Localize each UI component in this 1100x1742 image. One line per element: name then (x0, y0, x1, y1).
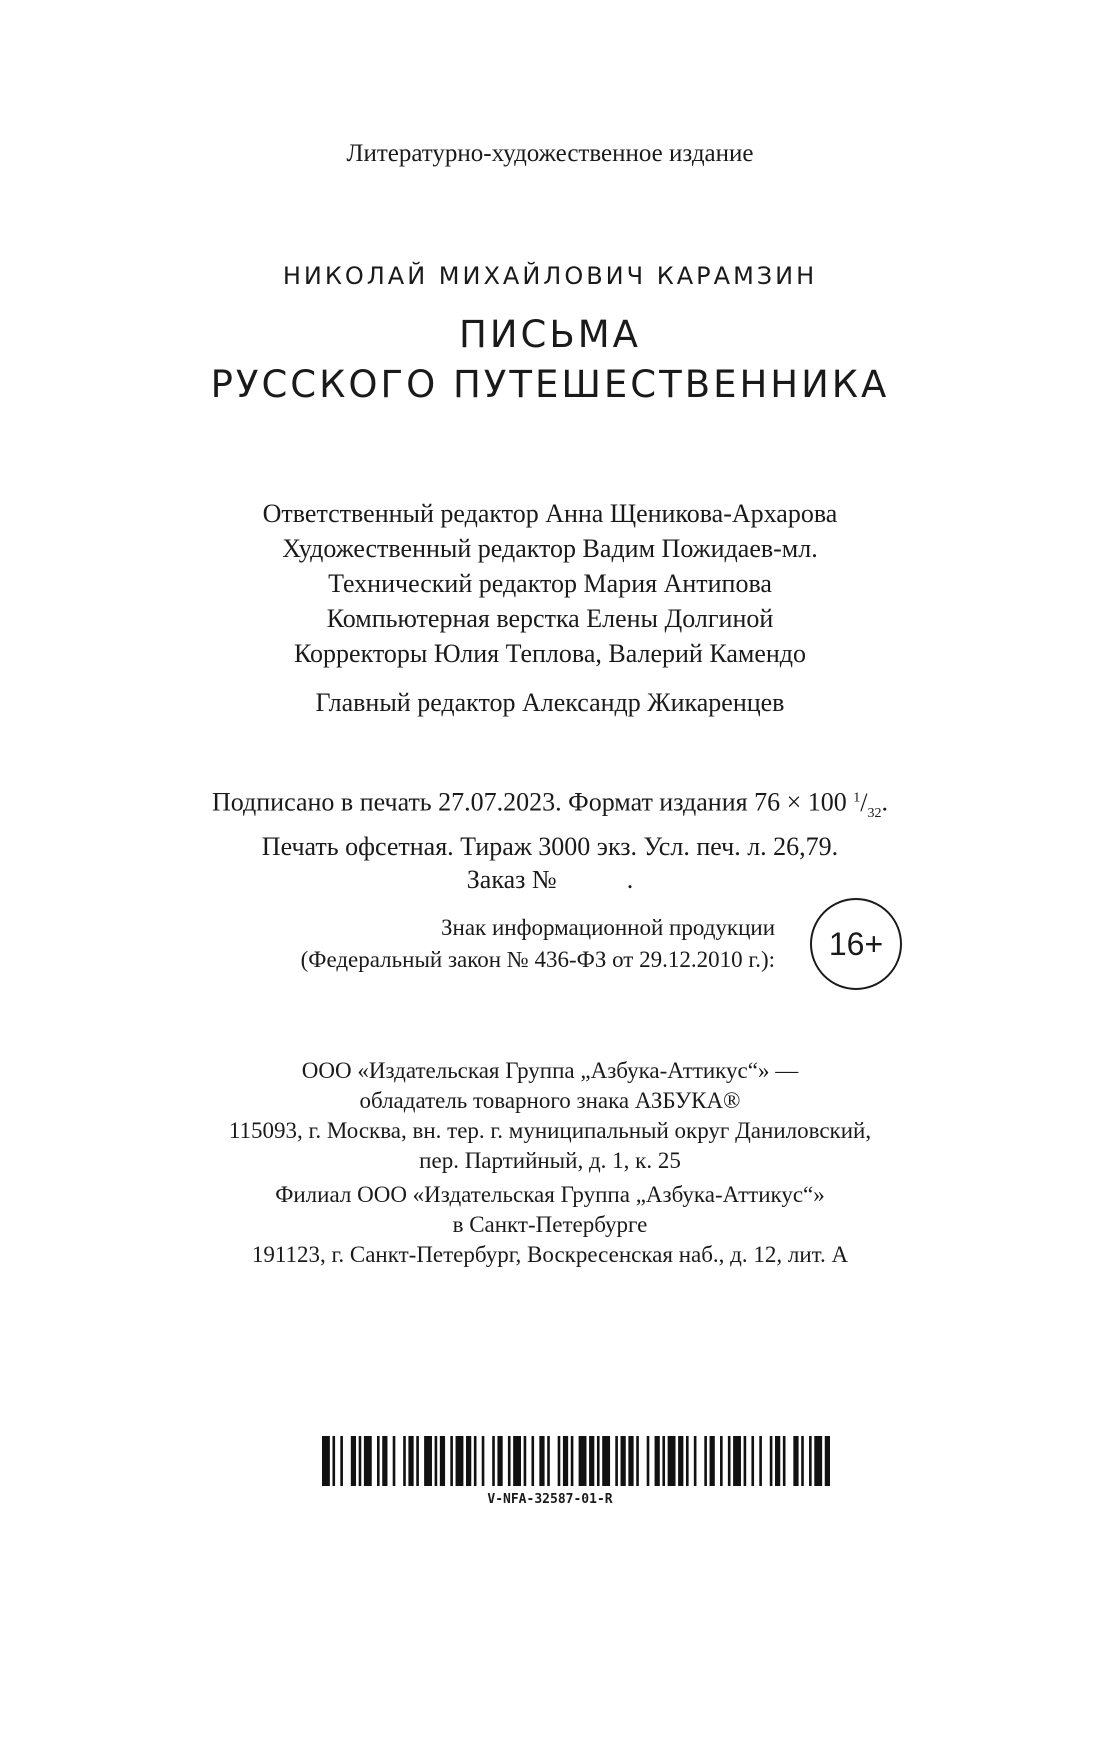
barcode-bar (482, 1436, 485, 1486)
barcode-bar (416, 1436, 419, 1486)
barcode-bar (602, 1436, 610, 1486)
barcode-bar (825, 1436, 830, 1486)
barcode-bar (662, 1436, 665, 1486)
barcode-bar (563, 1436, 568, 1486)
barcode-bar (686, 1436, 689, 1486)
title-line-2: РУССКОГО ПУТЕШЕСТВЕННИКА (210, 363, 890, 406)
print-info-line-1 (0, 781, 1100, 830)
publisher-line: 115093, г. Москва, вн. тер. г. муниципальный округ Даниловский, (228, 1118, 872, 1143)
age-label-line-2: (Федеральный закон № 436-ФЗ от 29.12.2010 г.): (300, 947, 775, 972)
publisher-line: ООО «Издательская Группа „Азбука-Аттикус“» — (301, 1058, 799, 1083)
barcode-bar (435, 1436, 438, 1486)
barcode-bar (571, 1436, 574, 1486)
format-fraction: $^1/_{32}$ (853, 787, 882, 821)
title-line-1: ПИСЬМА (459, 313, 641, 356)
barcode-bar (597, 1436, 600, 1486)
barcode-bar (720, 1436, 723, 1486)
publisher-line: пер. Партийный, д. 1, к. 25 (419, 1148, 681, 1173)
barcode-bar (539, 1436, 544, 1486)
format-end: . (881, 787, 888, 817)
order-end: . (626, 864, 634, 894)
barcode-bar (668, 1436, 676, 1486)
barcode-bar (492, 1436, 495, 1486)
credit-line: Технический редактор Мария Антипова (328, 569, 772, 598)
branch-line: Филиал ООО «Издательская Группа „Азбука-Аттикус“» (275, 1182, 825, 1207)
barcode-bar (524, 1436, 527, 1486)
barcode-code: V-NFA-32587-01-R (487, 1492, 613, 1507)
barcode-bar (340, 1436, 343, 1486)
barcode-icon (322, 1436, 830, 1486)
print-info (0, 781, 1100, 896)
barcode-bar (466, 1436, 471, 1486)
barcode-bar (759, 1436, 762, 1486)
credits-block (0, 496, 1100, 671)
barcode-bar (589, 1436, 594, 1486)
barcode-bar (775, 1436, 780, 1486)
barcode-bar (393, 1436, 396, 1486)
book-title (0, 310, 1100, 410)
barcode-bar (621, 1436, 626, 1486)
edition-type: Литературно-художественное издание (346, 140, 754, 167)
credit-line: Корректоры Юлия Теплова, Валерий Камендо (293, 639, 806, 668)
barcode-bar (615, 1436, 618, 1486)
barcode-bar (332, 1436, 335, 1486)
barcode-bar (558, 1436, 561, 1486)
barcode-bar (579, 1436, 587, 1486)
order-label: Заказ № (466, 864, 557, 894)
barcode-bar (801, 1436, 804, 1486)
barcode-bar (728, 1436, 731, 1486)
barcode-bar (704, 1436, 707, 1486)
barcode-bar (770, 1436, 773, 1486)
author-name: НИКОЛАЙ МИХАЙЛОВИЧ КАРАМЗИН (282, 262, 818, 290)
print-info-text: Подписано в печать 27.07.2023. Формат издания 76 × 100 (212, 787, 847, 817)
credit-line: Ответственный редактор Анна Щеникова-Архарова (262, 499, 838, 528)
publisher-block (0, 1056, 1100, 1176)
barcode-bar (710, 1436, 715, 1486)
credit-line: Художественный редактор Вадим Пожидаев-мл. (282, 534, 818, 563)
chief-editor: Главный редактор Александр Жикаренцев (315, 688, 785, 717)
credit-line: Компьютерная верстка Елены Долгиной (326, 604, 774, 633)
barcode-bar (474, 1436, 477, 1486)
barcode-bar (678, 1436, 683, 1486)
age-rating-block (0, 912, 1100, 982)
barcode-bar (497, 1436, 502, 1486)
barcode-bar (513, 1436, 521, 1486)
barcode-bar (351, 1436, 356, 1486)
barcode-bar (628, 1436, 633, 1486)
publisher-line: обладатель товарного знака АЗБУКА® (359, 1088, 741, 1113)
barcode-bar (647, 1436, 650, 1486)
barcode-bar (382, 1436, 387, 1486)
barcode-bar (531, 1436, 534, 1486)
barcode-bar (547, 1436, 550, 1486)
barcode-bar (636, 1436, 639, 1486)
branch-line: в Санкт-Петербурге (452, 1212, 648, 1237)
barcode-bar (403, 1436, 406, 1486)
order-line (0, 863, 1100, 896)
barcode-bar (814, 1436, 822, 1486)
barcode-bar (408, 1436, 413, 1486)
barcode-bar (440, 1436, 445, 1486)
barcode-bar (793, 1436, 798, 1486)
barcode-bar (450, 1436, 453, 1486)
barcode-bar (744, 1436, 747, 1486)
barcode-bar (322, 1436, 330, 1486)
age-label-line-1: Знак информационной продукции (441, 915, 775, 940)
barcode-bar (424, 1436, 432, 1486)
branch-line: 191123, г. Санкт-Петербург, Воскресенская наб., д. 12, лит. А (251, 1242, 849, 1267)
barcode-bar (809, 1436, 812, 1486)
barcode-bar (783, 1436, 786, 1486)
barcode-bar (655, 1436, 660, 1486)
branch-block (0, 1180, 1100, 1270)
barcode-bar (359, 1436, 362, 1486)
barcode-bar (456, 1436, 464, 1486)
barcode-bar (751, 1436, 754, 1486)
barcode-bar (377, 1436, 380, 1486)
barcode-bar (733, 1436, 741, 1486)
format-numerator: 1 (853, 790, 861, 805)
barcode-bar (364, 1436, 372, 1486)
print-info-line-2: Печать офсетная. Тираж 3000 экз. Усл. печ. л. 26,79. (261, 831, 839, 861)
age-rating-label (175, 912, 775, 976)
barcode-bar (694, 1436, 697, 1486)
barcode-bar (508, 1436, 511, 1486)
age-rating-badge: 16+ (810, 898, 902, 990)
format-denominator: 32 (867, 805, 882, 821)
